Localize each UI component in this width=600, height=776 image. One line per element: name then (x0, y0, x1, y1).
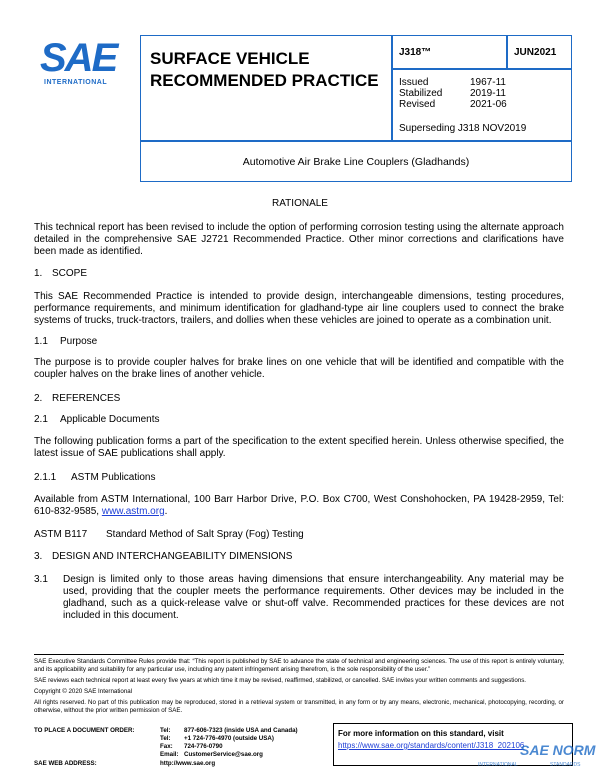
info-link[interactable]: https://www.sae.org/standards/content/J318_202106 (338, 741, 525, 750)
info-title: For more information on this standard, visit (338, 729, 504, 738)
watermark-standards: STANDARDS (550, 762, 581, 768)
footer-rules: SAE Executive Standards Committee Rules provide that: “This report is published by SAE to advance the state of technical and engineering sciences. The use of this report is entirely voluntary, and its applicability and suitability for any particular use, including any patent infringement arising therefrom, is the sole responsibility of the user.” (34, 658, 564, 673)
document-title: Automotive Air Brake Line Couplers (Gladhands) (242, 156, 470, 168)
section-1-number: 1. (34, 268, 43, 279)
astm-link[interactable]: www.astm.org (101, 506, 165, 517)
section-1-1-number: 1.1 (34, 336, 48, 347)
watermark-logo: SAE NORM (520, 742, 596, 758)
header-divider (506, 35, 508, 69)
revised-label: Revised (399, 99, 436, 110)
footer-review: SAE reviews each technical report at least every five years at which time it may be revised, reaffirmed, stabilized, or cancelled. SAE invites your written comments and suggestions. (34, 677, 527, 684)
rationale-heading: RATIONALE (272, 198, 328, 209)
email-value[interactable]: CustomerService@sae.org (184, 751, 263, 758)
section-1-1-text: The purpose is to provide coupler halves for brake lines on one vehicle that will be identified and compatible with the coupler halves on the brake lines of another vehicle. (34, 357, 564, 380)
footer-copyright: Copyright © 2020 SAE International (34, 688, 133, 695)
footer-rule (34, 654, 564, 655)
astm-link-period: . (164, 506, 168, 517)
web-label: SAE WEB ADDRESS: (34, 760, 97, 767)
section-2-1-1-text (34, 494, 564, 518)
order-label: TO PLACE A DOCUMENT ORDER: (34, 727, 135, 734)
document-number: J318™ (399, 47, 432, 58)
revised-value: 2021-06 (470, 99, 507, 110)
section-3-number: 3. (34, 551, 43, 562)
section-2-1-1-title: ASTM Publications (71, 472, 156, 483)
tel-label: Tel: (160, 727, 171, 734)
stabilized-label: Stabilized (399, 88, 443, 99)
superseding-note: Superseding J318 NOV2019 (399, 123, 527, 134)
tel2-label: Tel: (160, 735, 171, 742)
document-type (150, 48, 379, 92)
rationale-text: This technical report has been revised to include the option of performing corrosion testing using the alternate approach detailed in the comprehensive SAE J2721 Recommended Practice. Other minor corrections and clarifications have been made as identified. (34, 222, 564, 257)
section-2-1-number: 2.1 (34, 414, 48, 425)
stabilized-value: 2019-11 (470, 88, 506, 99)
section-2-1-text: The following publication forms a part of the specification to the extent specified herein. Unless otherwise specified, the latest issue of SAE publications shall apply. (34, 436, 564, 459)
header-divider (391, 35, 393, 141)
section-3-1-text: Design is limited only to those areas having dimensions that ensure interchangeability. Any material may be used, providing that the coupler meets the performance requirements. Other devices may be included in the gladhand, such as a quick-release valve or shut-off valve. Recommended practices for these devices are not included in this document. (63, 574, 564, 621)
issued-value: 1967-11 (470, 77, 506, 88)
document-type-line2: RECOMMENDED PRACTICE (150, 71, 379, 90)
tel2-value: +1 724-776-4970 (outside USA) (184, 735, 274, 742)
fax-value: 724-776-0790 (184, 743, 223, 750)
document-type-line1: SURFACE VEHICLE (150, 49, 310, 68)
footer-rights: All rights reserved. No part of this publication may be reproduced, stored in a retrieval system or transmitted, in any form or by any means, electronic, mechanical, photocopying, recording, or otherwise, without the prior written permission of SAE. (34, 699, 564, 714)
section-2-1-title: Applicable Documents (60, 414, 160, 425)
tel-value: 877-606-7323 (inside USA and Canada) (184, 727, 298, 734)
astm-address: Available from ASTM International, 100 Barr Harbor Drive, P.O. Box C700, West Conshohocken, PA 19428-2959, Tel: 610-832-9585, (34, 494, 564, 517)
header-divider (391, 68, 572, 70)
email-label: Email: (160, 751, 179, 758)
section-1-1-title: Purpose (60, 336, 98, 347)
section-3-1-number: 3.1 (34, 574, 48, 585)
section-3-title: DESIGN AND INTERCHANGEABILITY DIMENSIONS (52, 551, 293, 562)
sae-logo-subtitle: INTERNATIONAL (44, 79, 108, 86)
web-value[interactable]: http://www.sae.org (160, 760, 216, 767)
issued-label: Issued (399, 77, 429, 88)
document-date: JUN2021 (514, 47, 557, 58)
section-2-title: REFERENCES (52, 393, 121, 404)
section-1-title: SCOPE (52, 268, 88, 279)
astm-code: ASTM B117 (34, 529, 88, 540)
sae-logo: SAE (40, 36, 117, 80)
section-1-text: This SAE Recommended Practice is intended to provide design, interchangeable dimensions, testing procedures, performance requirements, and minimum identification for gladhand-type air line couplers used to connect the brake systems of trucks, truck-tractors, trailers, and dollies when these vehicles are joined to operate as a combination unit. (34, 291, 564, 326)
watermark-intl: INTERNATIONAL (478, 762, 518, 768)
astm-title: Standard Method of Salt Spray (Fog) Testing (106, 529, 304, 540)
fax-label: Fax: (160, 743, 173, 750)
section-2-number: 2. (34, 393, 43, 404)
section-2-1-1-number: 2.1.1 (34, 472, 57, 483)
header-divider (140, 140, 572, 142)
